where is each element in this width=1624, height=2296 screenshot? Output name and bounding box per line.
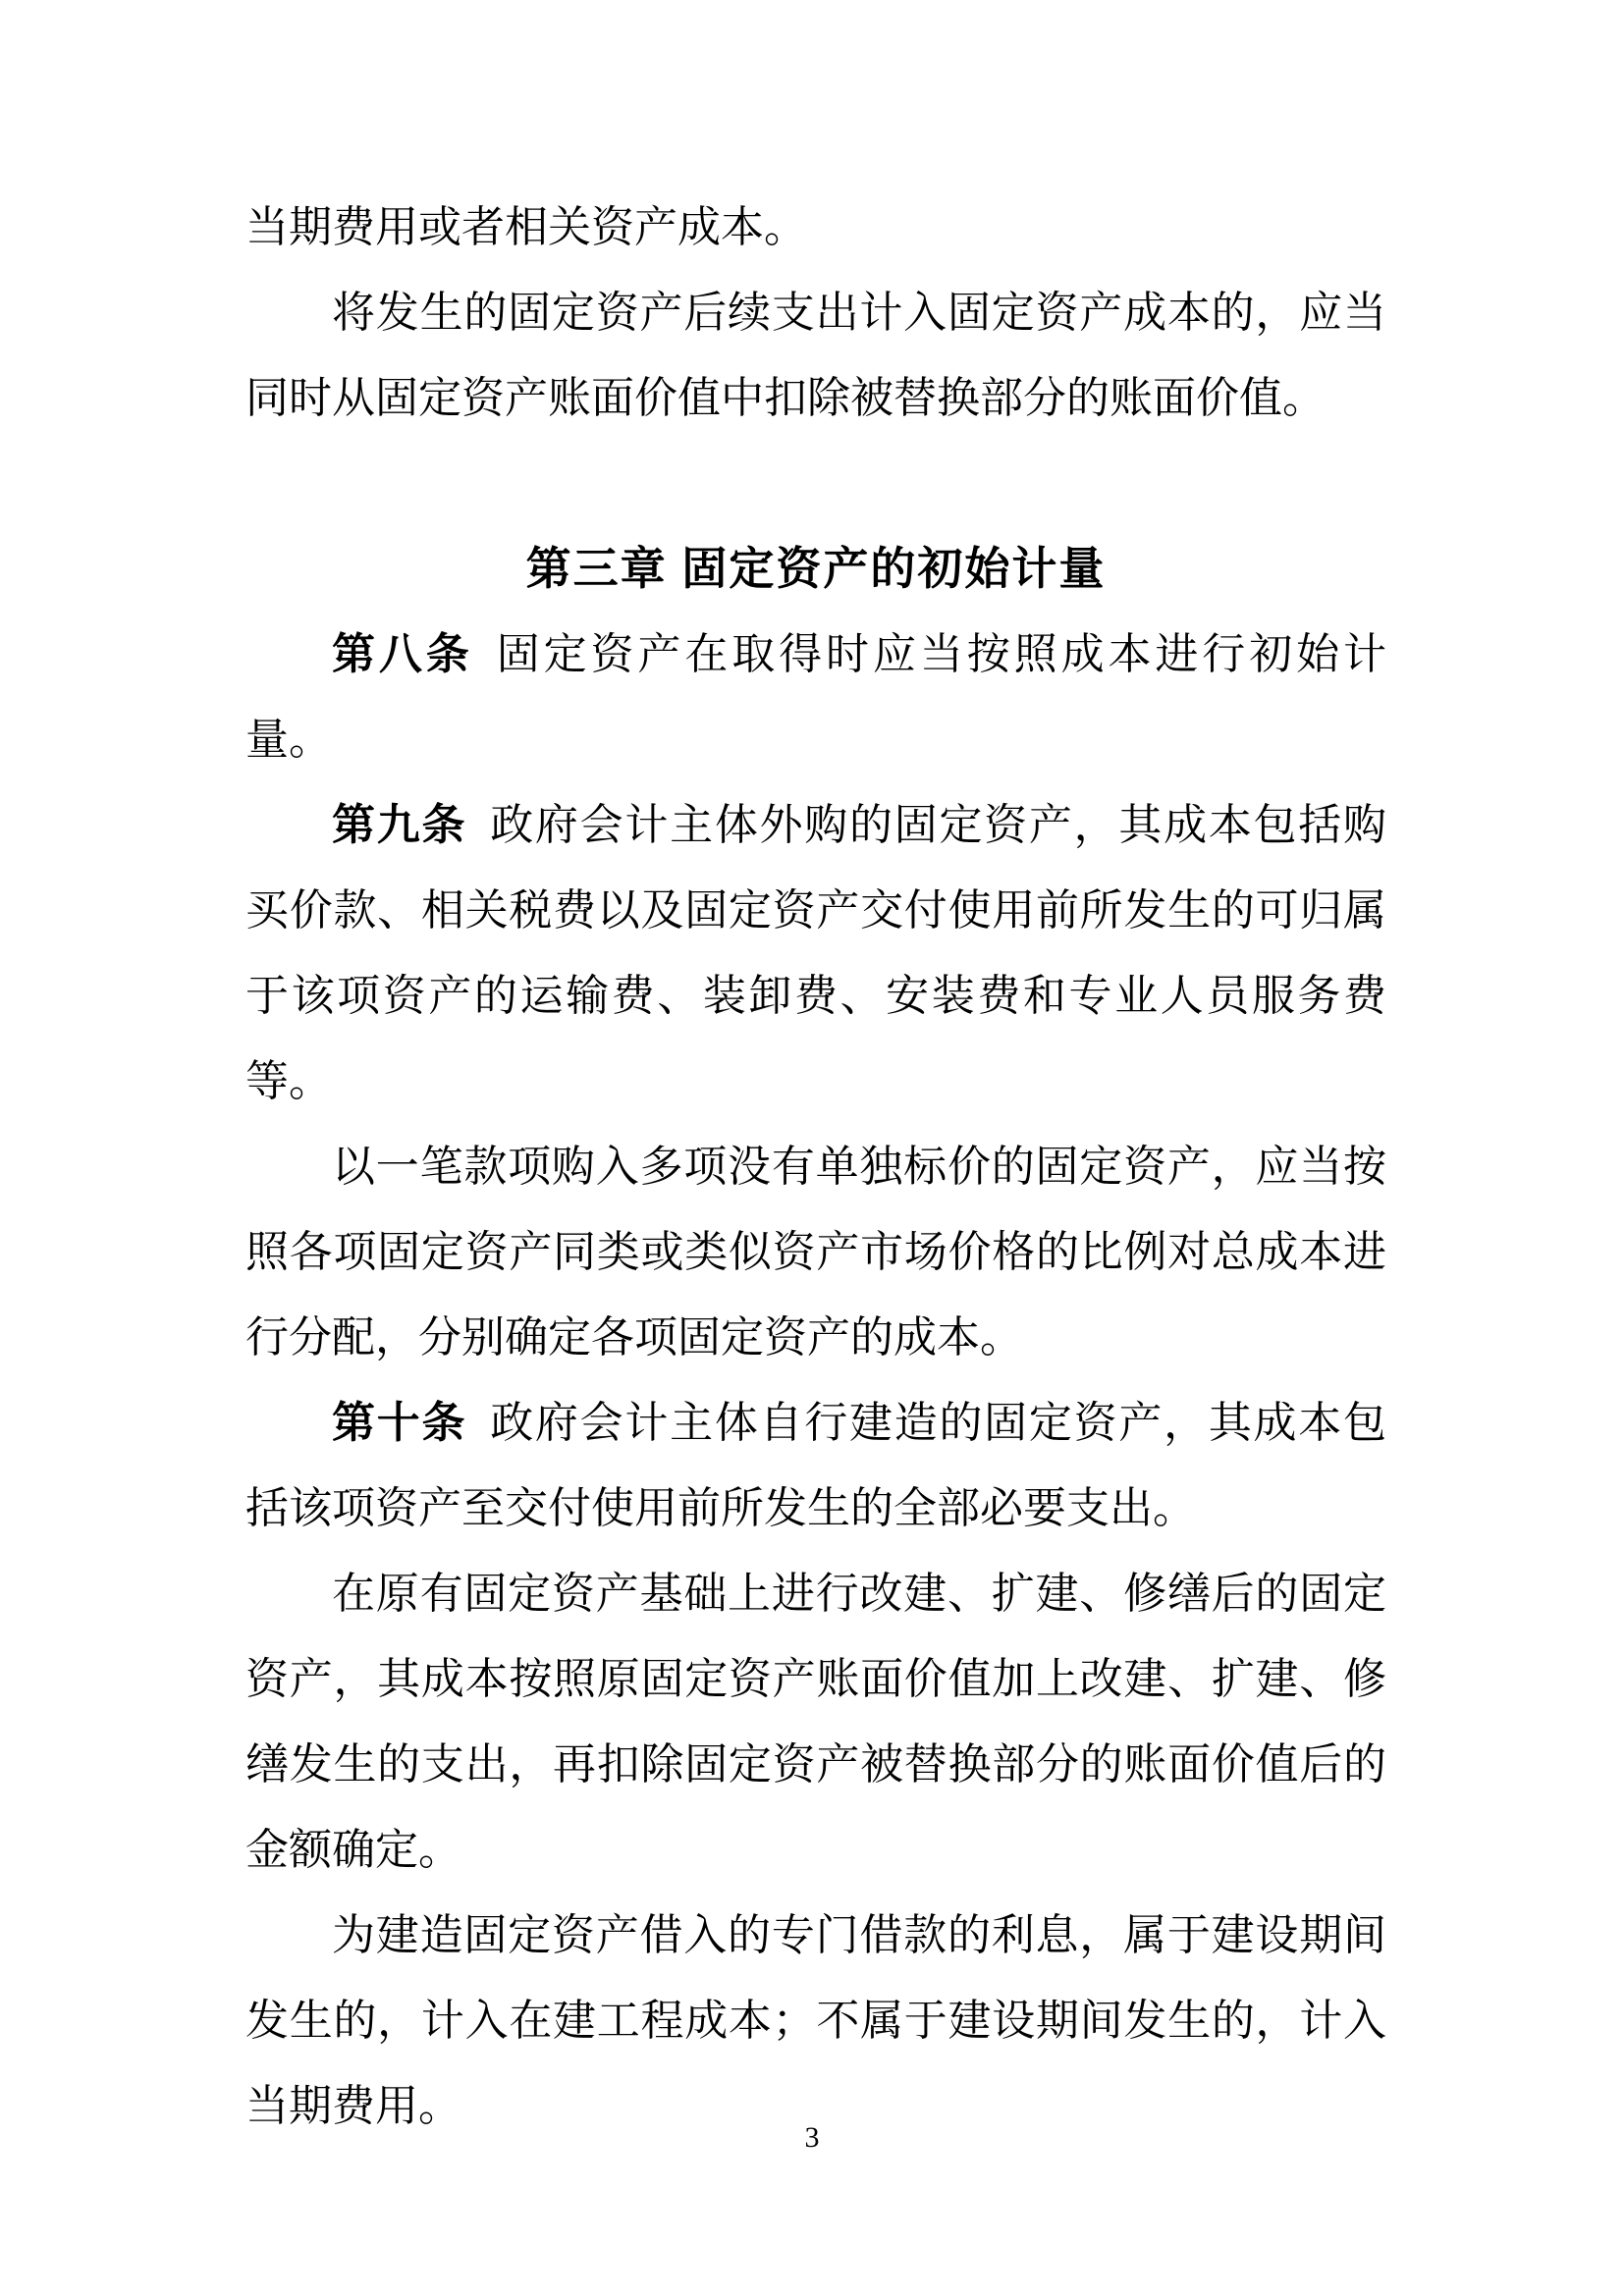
article-10-number: 第十条 — [332, 1399, 467, 1447]
paragraph-reconstruction: 在原有固定资产基础上进行改建、扩建、修缮后的固定资产，其成本按照原固定资产账面价值加上改建、扩建、修缮发生的支出，再扣除固定资产被替换部分的账面价值后的金额确定。 — [245, 1570, 1386, 1874]
paragraph-lump-sum-purchase: 以一笔款项购入多项没有单独标价的固定资产，应当按照各项固定资产同类或类似资产市场价格的比例对总成本进行分配，分别确定各项固定资产的成本。 — [245, 1143, 1386, 1362]
article-8-text: 固定资产在取得时应当按照成本进行初始计量。 — [245, 630, 1387, 764]
paragraph-continuation: 当期费用或者相关资产成本。 — [245, 203, 807, 251]
chapter-3-heading: 第三章 固定资产的初始计量 — [525, 543, 1107, 594]
article-10 — [245, 1380, 1386, 1551]
page-number: 3 — [804, 2121, 820, 2154]
article-8 — [245, 612, 1386, 782]
article-8-number: 第八条 — [332, 630, 473, 678]
paragraph-subsequent-expenditure: 将发生的固定资产后续支出计入固定资产成本的，应当同时从固定资产账面价值中扣除被替换部分的账面价值。 — [245, 289, 1386, 422]
document-body — [245, 185, 1386, 2149]
paragraph-borrowing-interest: 为建造固定资产借入的专门借款的利息，属于建设期间发生的，计入在建工程成本；不属于建设期间发生的，计入当期费用。 — [245, 1911, 1386, 2130]
article-10-text: 政府会计主体自行建造的固定资产，其成本包括该项资产至交付使用前所发生的全部必要支出。 — [245, 1399, 1387, 1532]
article-9-text: 政府会计主体外购的固定资产，其成本包括购买价款、相关税费以及固定资产交付使用前所发生的可归属于该项资产的运输费、装卸费、安装费和专业人员服务费等。 — [245, 801, 1387, 1105]
article-9-number: 第九条 — [332, 801, 467, 849]
article-9 — [245, 782, 1386, 1124]
